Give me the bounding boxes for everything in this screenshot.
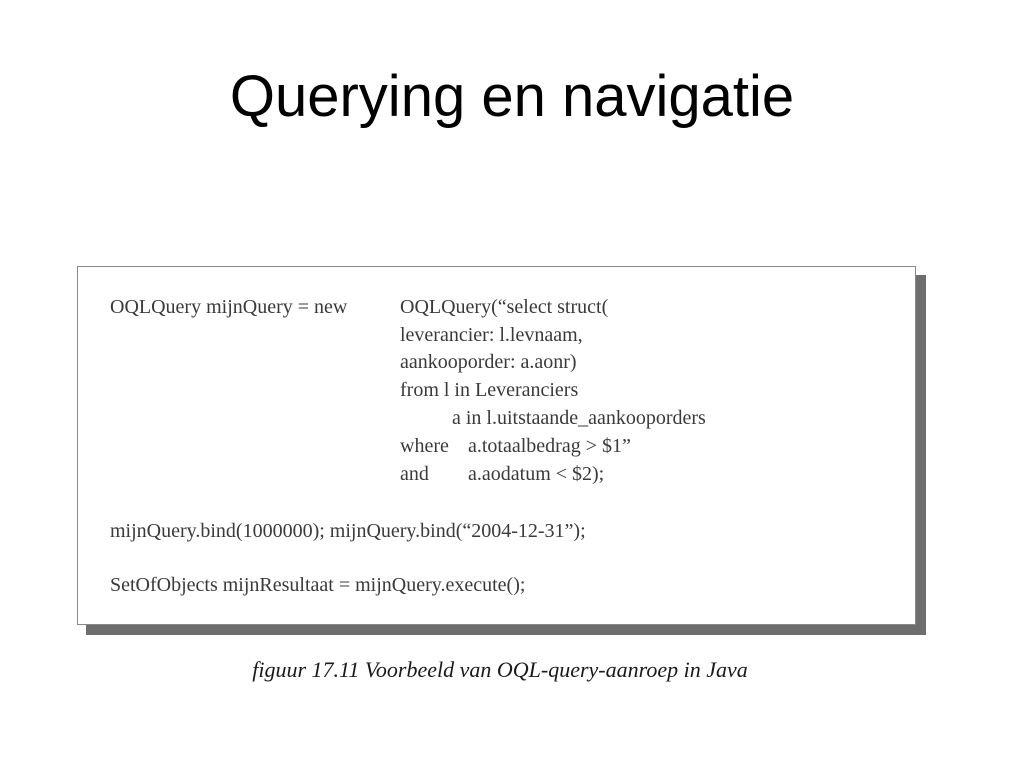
code-line-and-condition: a.aodatum < $2); xyxy=(468,463,605,485)
code-line-select-aankooporder: aankooporder: a.aonr) xyxy=(400,351,577,373)
code-figure xyxy=(77,266,916,625)
slide-title: Querying en navigatie xyxy=(229,64,795,129)
figure-caption: figuur 17.11 Voorbeeld van OQL-query-aanroep in Java xyxy=(252,657,748,682)
code-line-bind: mijnQuery.bind(1000000); mijnQuery.bind(“2004-12-31”); xyxy=(110,520,586,542)
code-line-from: from l in Leveranciers xyxy=(400,379,579,401)
code-line-select-leverancier: leverancier: l.levnaam, xyxy=(400,324,583,346)
code-line-execute: SetOfObjects mijnResultaat = mijnQuery.execute(); xyxy=(110,574,526,596)
code-line-from-join: a in l.uitstaande_aankooporders xyxy=(452,407,706,429)
code-line-and-keyword: and xyxy=(400,463,429,485)
code-line-where-keyword: where xyxy=(400,435,449,457)
code-line-where-condition: a.totaalbedrag > $1” xyxy=(468,435,631,457)
code-line-declaration-prefix: OQLQuery mijnQuery = new xyxy=(110,296,353,318)
code-line-declaration-query: OQLQuery(“select struct( xyxy=(400,296,609,318)
